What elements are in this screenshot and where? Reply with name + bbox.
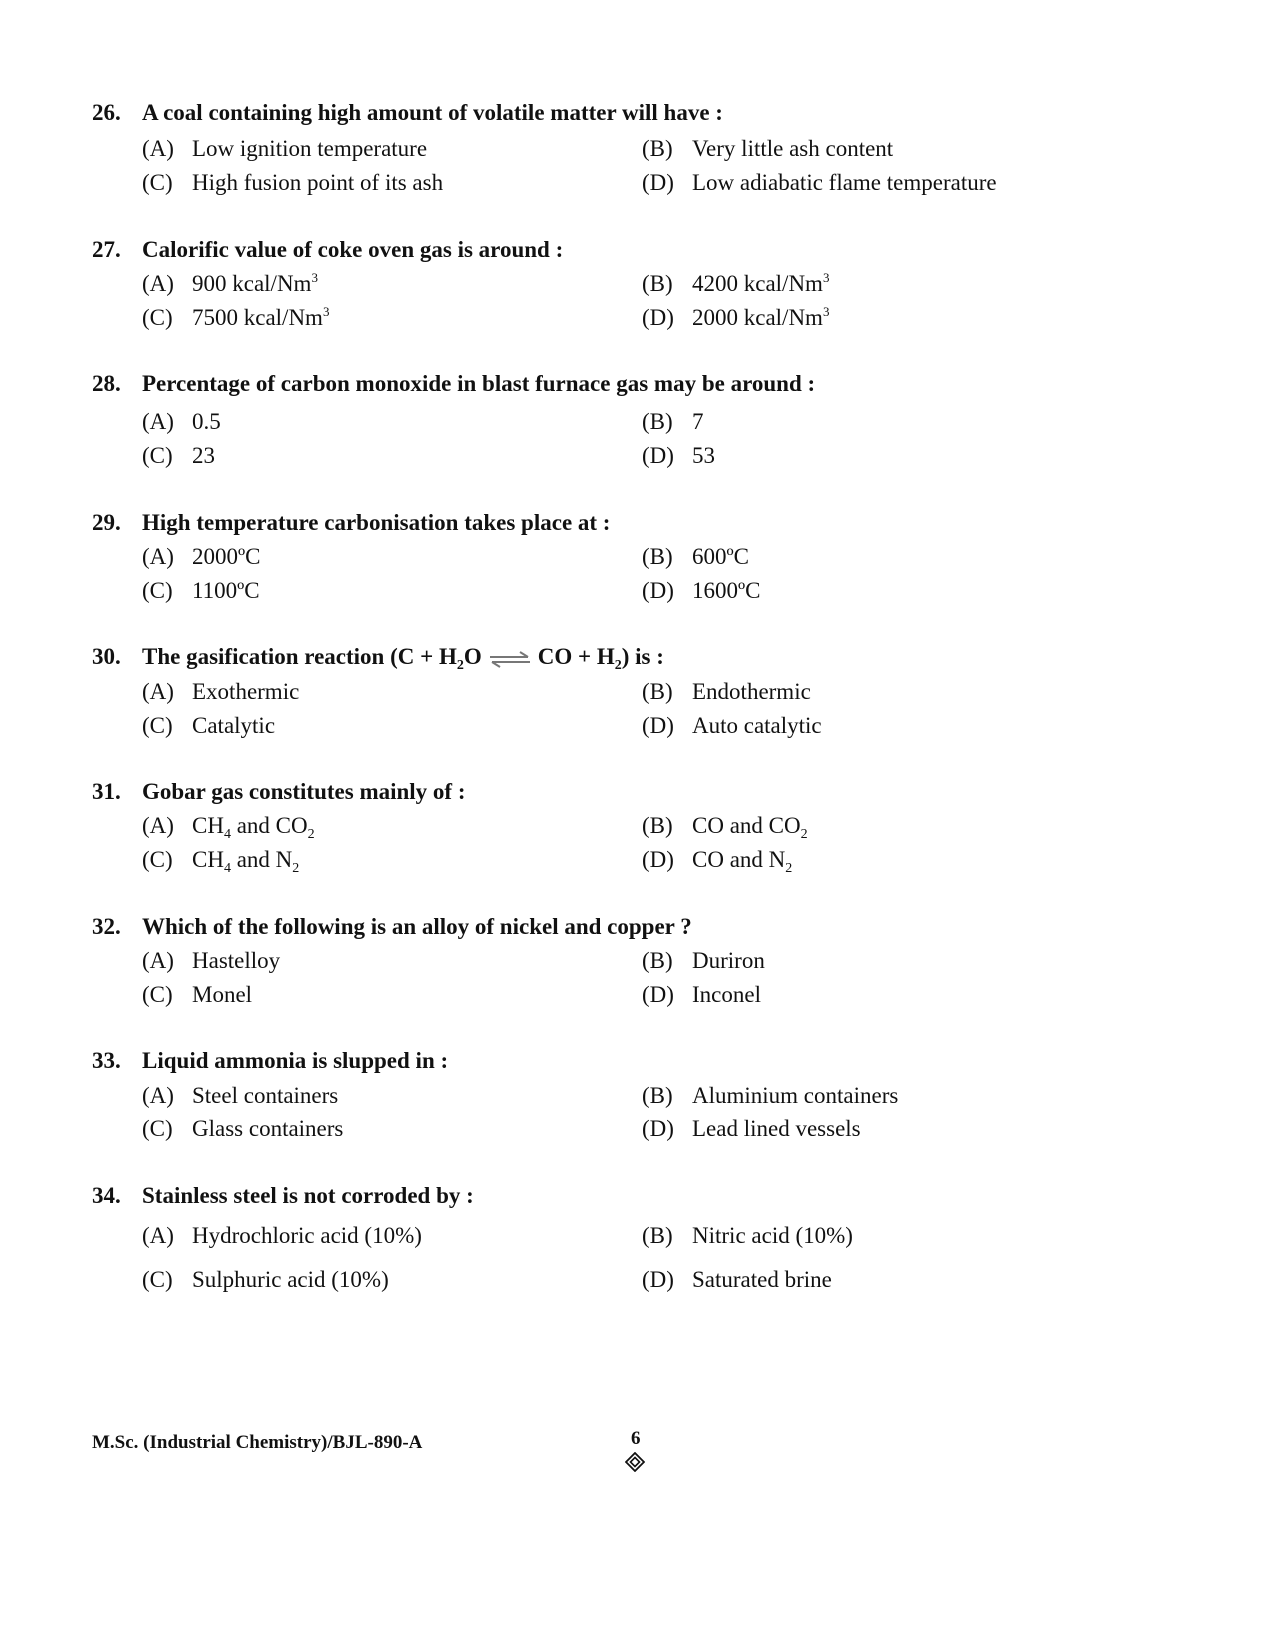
option-d: (D) 53 <box>642 443 715 468</box>
option-a: (A) Hastelloy <box>142 948 281 973</box>
option-b: (B) CO and $CO_2$ <box>642 813 808 842</box>
option-d: (D) Lead lined vessels <box>642 1116 861 1141</box>
option-a: (A) 2000ºC <box>142 544 261 569</box>
option-a: (A) Steel containers <box>142 1083 339 1108</box>
option-b: (B) Nitric acid (10%) <box>642 1223 853 1248</box>
question-stem <box>92 1183 474 1209</box>
option-b: (B) 7 <box>642 409 704 434</box>
question-stem <box>92 779 466 805</box>
option-d: (D) 1600ºC <box>642 578 761 603</box>
option-b: (B) Duriron <box>642 948 765 973</box>
question-number: 29. <box>92 510 121 535</box>
question-stem <box>92 100 723 126</box>
option-c: (C) Monel <box>142 982 253 1007</box>
option-c: (C) 23 <box>142 443 215 468</box>
option-d: (D) Inconel <box>642 982 761 1007</box>
question-number: 27. <box>92 237 121 262</box>
option-c: (C) 7500 kcal/Nm$^3$ <box>142 304 330 330</box>
question-text: Stainless steel is not corroded by : <box>142 1183 474 1208</box>
option-d: (D) Saturated brine <box>642 1267 832 1292</box>
equilibrium-arrow-icon <box>488 650 532 668</box>
option-c: (C) Sulphuric acid (10%) <box>142 1267 389 1292</box>
question-stem <box>92 1048 448 1074</box>
option-d: (D) CO and $N_2$ <box>642 847 793 876</box>
option-d: (D) Auto catalytic <box>642 713 822 738</box>
diamond-ornament-icon <box>625 1452 645 1472</box>
question-stem <box>92 510 610 536</box>
option-c: (C) High fusion point of its ash <box>142 170 444 195</box>
page-number: 6 <box>631 1428 641 1449</box>
question-number: 33. <box>92 1048 121 1073</box>
option-d: (D) 2000 kcal/Nm$^3$ <box>642 304 830 330</box>
option-a: (A) Low ignition temperature <box>142 136 428 161</box>
question-text: Gobar gas constitutes mainly of : <box>142 779 466 804</box>
option-b: (B) Aluminium containers <box>642 1083 899 1108</box>
option-b: (B) 4200 kcal/Nm$^3$ <box>642 270 830 296</box>
question-text: Which of the following is an alloy of nickel and copper ? <box>142 914 692 939</box>
question-text: A coal containing high amount of volatile matter will have : <box>142 100 723 125</box>
question-number: 31. <box>92 779 121 804</box>
question-number: 34. <box>92 1183 121 1208</box>
option-a: (A) Hydrochloric acid (10%) <box>142 1223 422 1248</box>
question-number: 28. <box>92 371 121 396</box>
option-b: (B) Endothermic <box>642 679 811 704</box>
option-d: (D) Low adiabatic flame temperature <box>642 170 997 195</box>
question-text: High temperature carbonisation takes place at : <box>142 510 611 535</box>
question-text: Liquid ammonia is slupped in : <box>142 1048 449 1073</box>
option-c: (C) $CH_4$ and $N_2$ <box>142 847 300 876</box>
question-stem <box>92 371 815 397</box>
option-b: (B) Very little ash content <box>642 136 894 161</box>
footer-course-code: M.Sc. (Industrial Chemistry)/BJL-890-A <box>92 1432 423 1453</box>
question-stem <box>92 237 563 263</box>
question-text: The gasification reaction ($C + H_2O$ CO + $H_2$) is : <box>142 644 664 673</box>
option-a: (A) 0.5 <box>142 409 221 434</box>
question-text: Percentage of carbon monoxide in blast furnace gas may be around : <box>142 371 816 396</box>
question-number: 30. <box>92 644 121 669</box>
question-number: 32. <box>92 914 121 939</box>
question-stem <box>92 914 692 940</box>
option-c: (C) Glass containers <box>142 1116 344 1141</box>
option-a: (A) $CH_4$ and $CO_2$ <box>142 813 315 842</box>
option-c: (C) Catalytic <box>142 713 276 738</box>
option-a: (A) Exothermic <box>142 679 300 704</box>
option-c: (C) 1100ºC <box>142 578 260 603</box>
question-stem <box>92 644 664 673</box>
question-number: 26. <box>92 100 121 125</box>
option-b: (B) 600ºC <box>642 544 749 569</box>
question-text: Calorific value of coke oven gas is around : <box>142 237 564 262</box>
option-a: (A) 900 kcal/Nm$^3$ <box>142 270 318 296</box>
